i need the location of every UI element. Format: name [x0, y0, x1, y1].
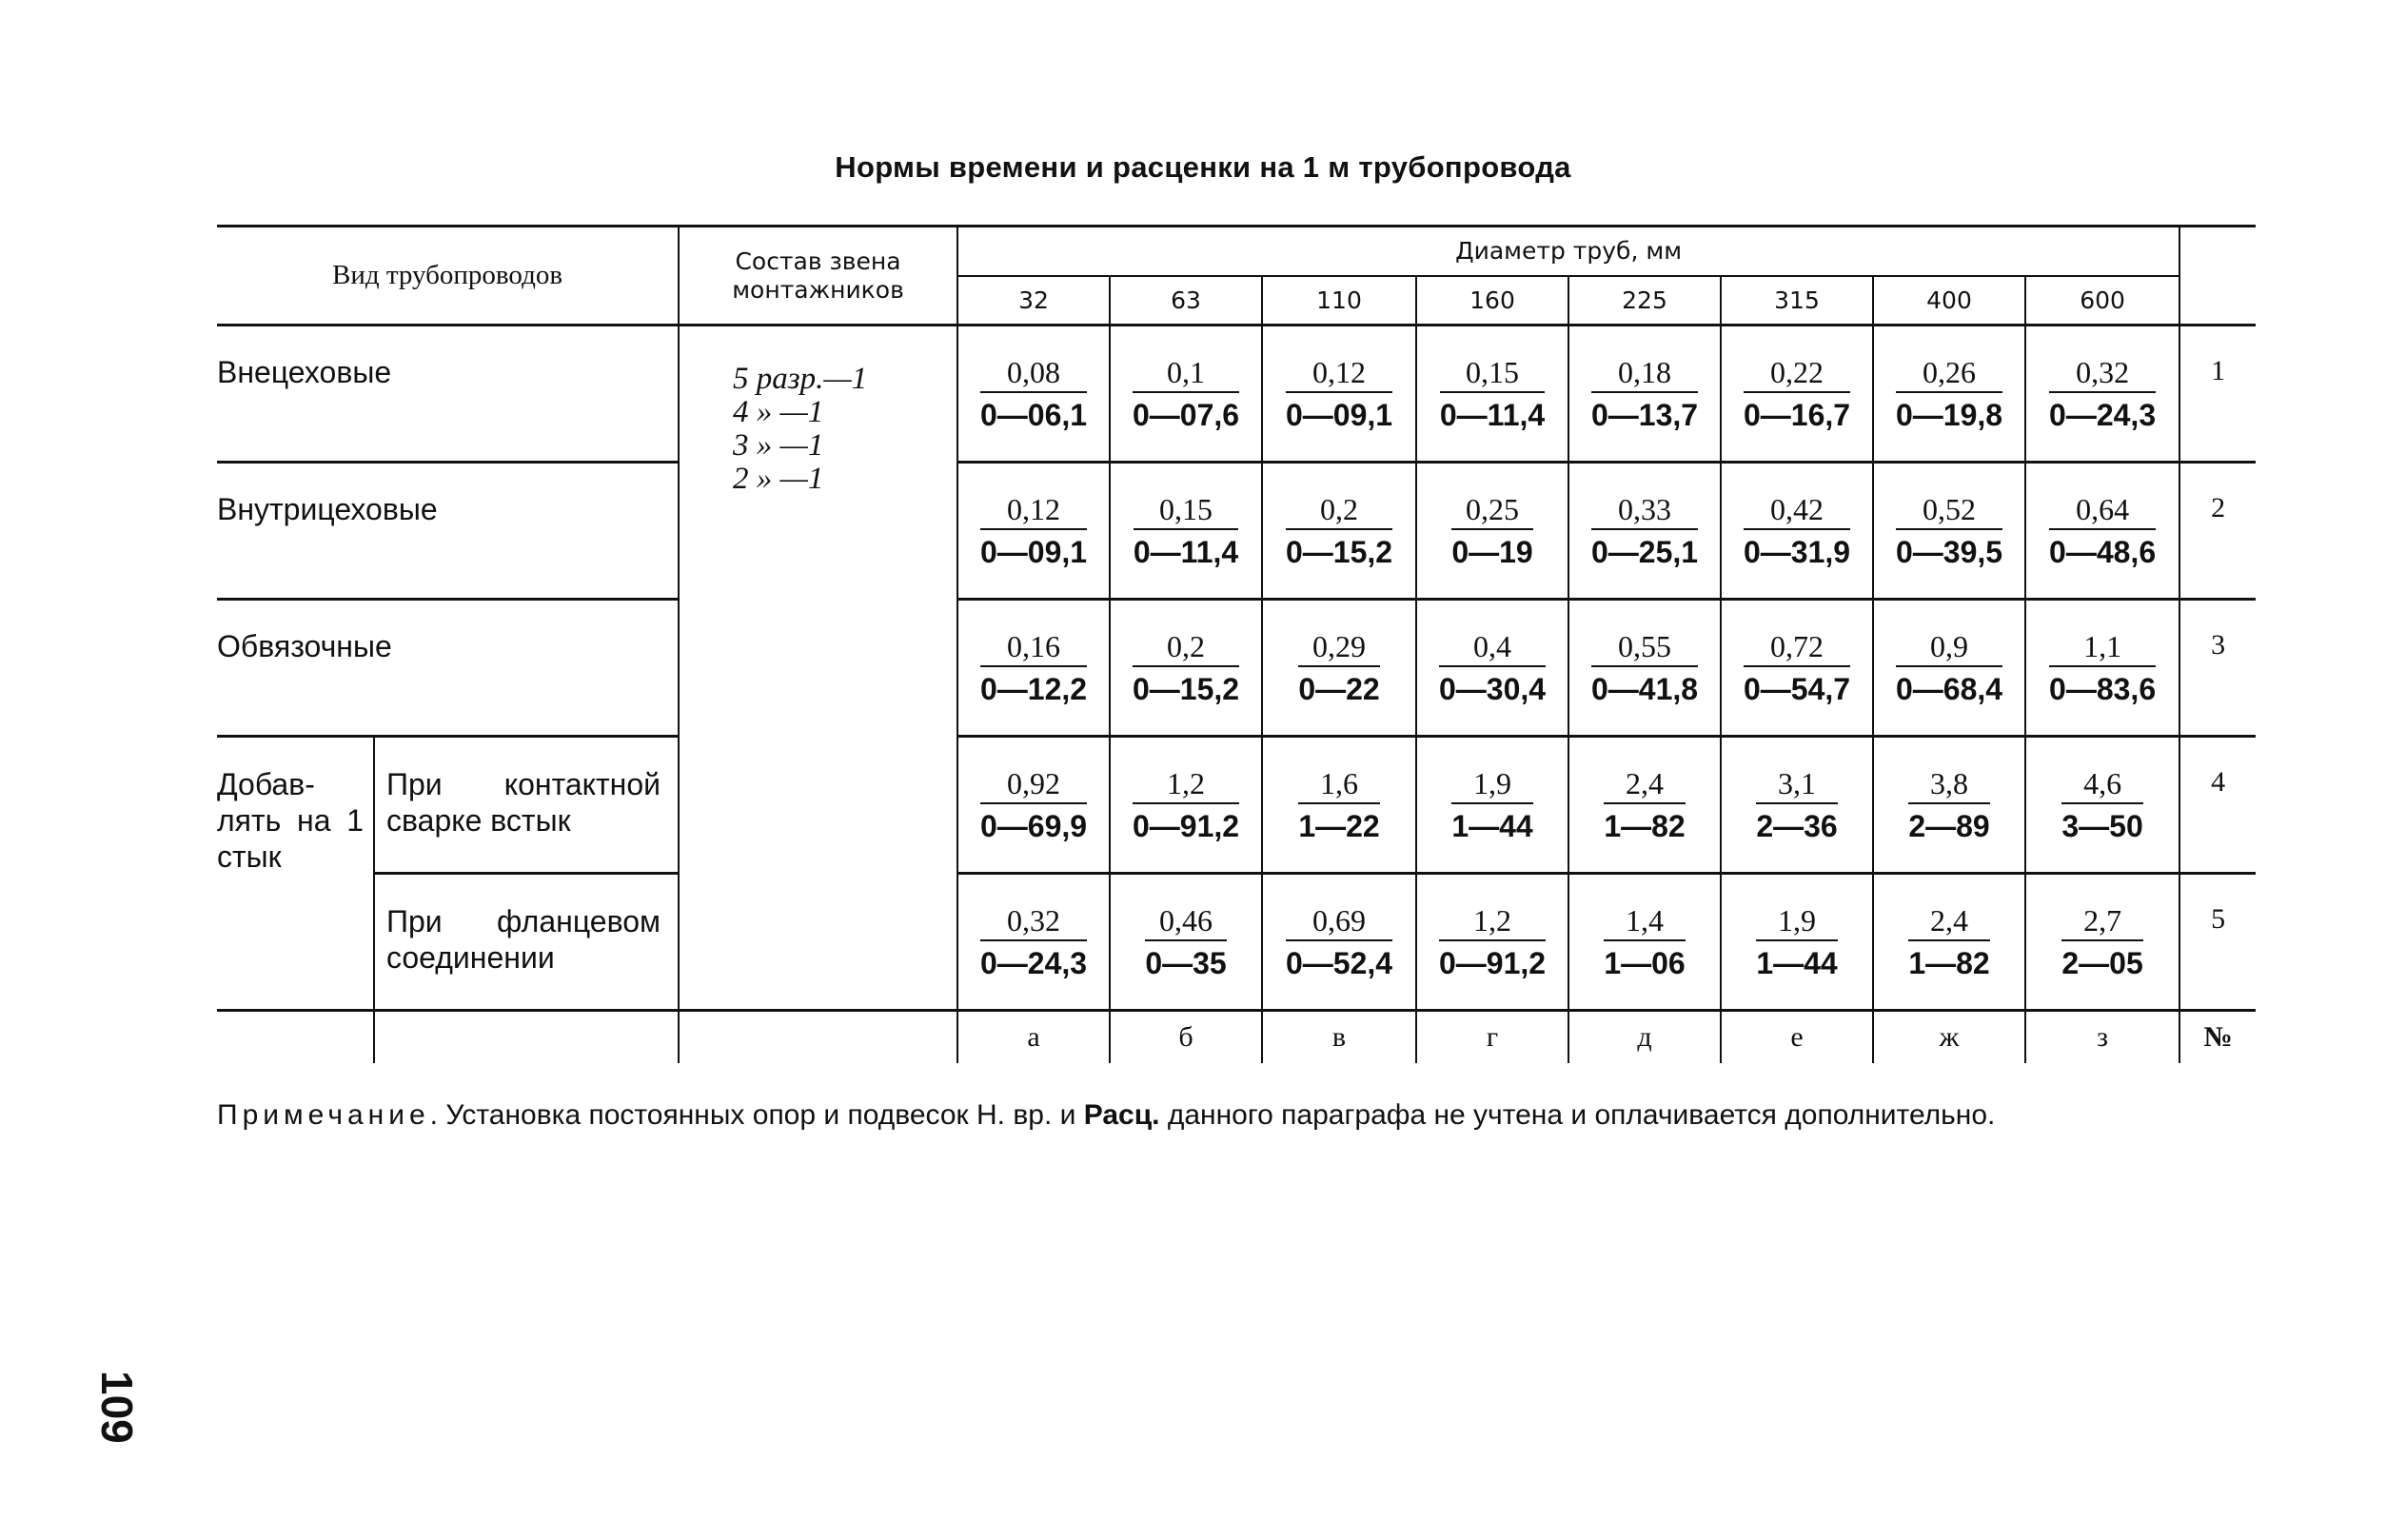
row-label: Обвязочные: [217, 600, 679, 737]
time-norm: 0,64: [2049, 492, 2156, 530]
rate-fraction: [1286, 355, 1392, 433]
price-rate: 0—52,4: [1285, 946, 1393, 980]
rate-fraction: [1896, 355, 2002, 433]
rate-cell: [2025, 874, 2179, 1011]
rate-fraction: [1604, 903, 1685, 981]
footer-blank: [217, 1011, 374, 1064]
table-row: [217, 737, 2256, 874]
time-norm: 0,9: [1896, 629, 2002, 667]
rate-fraction: [1133, 766, 1239, 844]
rate-cell: [1110, 737, 1262, 874]
price-rate: 0—15,2: [1132, 672, 1240, 706]
rate-cell: [1416, 874, 1568, 1011]
time-norm: 1,9: [1756, 903, 1837, 941]
add-per-joint-label: Добав-лять на 1 стык: [217, 737, 374, 1011]
price-rate: 0—91,2: [1132, 809, 1240, 843]
time-norm: 2,4: [1908, 903, 1989, 941]
rate-fraction: [1756, 903, 1837, 981]
price-rate: 0—15,2: [1285, 535, 1393, 569]
rate-fraction: [1134, 492, 1238, 570]
diameter-cell: 315: [1721, 276, 1873, 326]
price-rate: 1—82: [1908, 946, 1990, 980]
rate-cell: [1721, 463, 1873, 600]
time-norm: 0,2: [1133, 629, 1239, 667]
note-text: . Установка постоянных опор и подвесок Н. вр. и: [429, 1099, 1084, 1131]
time-norm: 0,52: [1896, 492, 2002, 530]
rate-cell: [1873, 463, 2025, 600]
rate-fraction: [980, 766, 1087, 844]
rate-cell: [1721, 874, 1873, 1011]
rate-cell: [1568, 326, 1721, 463]
rate-fraction: [2061, 766, 2142, 844]
time-norm: 0,4: [1439, 629, 1546, 667]
note-bold: Расц.: [1083, 1099, 1160, 1131]
rate-fraction: [1896, 492, 2002, 570]
rate-fraction: [1604, 766, 1685, 844]
price-rate: 0—09,1: [1285, 398, 1393, 432]
norms-table: [217, 225, 2256, 1063]
rate-cell: [1568, 600, 1721, 737]
price-rate: 1—06: [1604, 946, 1686, 980]
rate-fraction: [1744, 355, 1850, 433]
rate-fraction: [1439, 903, 1546, 981]
rate-fraction: [2049, 492, 2156, 570]
rate-cell: [1110, 600, 1262, 737]
time-norm: 0,12: [1286, 355, 1392, 393]
time-norm: 0,15: [1134, 492, 1238, 530]
price-rate: 0—68,4: [1895, 672, 2003, 706]
time-norm: 0,08: [980, 355, 1087, 393]
price-rate: 2—05: [2061, 946, 2143, 980]
row-number: 4: [2179, 737, 2256, 874]
rate-fraction: [980, 629, 1087, 707]
rate-cell: [1262, 600, 1416, 737]
rate-fraction: [980, 492, 1087, 570]
row-label: Внецеховые: [217, 326, 679, 463]
price-rate: 0—19: [1451, 535, 1533, 569]
rate-fraction: [1591, 492, 1698, 570]
footer-blank: [679, 1011, 957, 1064]
header-blank: [2179, 227, 2256, 326]
footer-letter: в: [1262, 1011, 1416, 1064]
price-rate: 1—44: [1451, 809, 1533, 843]
price-rate: 0—69,9: [979, 809, 1088, 843]
time-norm: 2,4: [1604, 766, 1685, 804]
rate-cell: [1568, 463, 1721, 600]
price-rate: 0—54,7: [1743, 672, 1851, 706]
row-label: При контактной сварке встык: [374, 737, 679, 874]
footer-letter: б: [1110, 1011, 1262, 1064]
time-norm: 0,25: [1451, 492, 1532, 530]
time-norm: 0,32: [2049, 355, 2156, 393]
rate-cell: [1262, 874, 1416, 1011]
time-norm: 0,42: [1744, 492, 1850, 530]
diameter-cell: 600: [2025, 276, 2179, 326]
rate-cell: [1568, 737, 1721, 874]
price-rate: 0—06,1: [979, 398, 1088, 432]
rate-fraction: [1896, 629, 2002, 707]
time-norm: 1,2: [1439, 903, 1546, 941]
rate-fraction: [1908, 903, 1989, 981]
time-norm: 0,32: [980, 903, 1087, 941]
header-sostav: Состав звена монтажников: [679, 227, 957, 326]
rate-cell: [1110, 326, 1262, 463]
rate-fraction: [1133, 629, 1239, 707]
rate-fraction: [980, 355, 1087, 433]
price-rate: 0—91,2: [1438, 946, 1547, 980]
row-label: При фланцевом соединении: [374, 874, 679, 1011]
rate-cell: [957, 463, 1110, 600]
time-norm: 0,92: [980, 766, 1087, 804]
row-number: 5: [2211, 903, 2226, 935]
rate-fraction: [2049, 629, 2156, 707]
rate-fraction: [1298, 629, 1379, 707]
price-rate: 0—13,7: [1590, 398, 1699, 432]
rate-cell: [1262, 326, 1416, 463]
diameter-cell: 63: [1110, 276, 1262, 326]
time-norm: 0,33: [1591, 492, 1698, 530]
diameter-cell: 110: [1262, 276, 1416, 326]
rate-fraction: [1286, 903, 1392, 981]
price-rate: 0—31,9: [1743, 535, 1851, 569]
header-vid: Вид трубопроводов: [217, 227, 679, 326]
footer-letter: д: [1568, 1011, 1721, 1064]
price-rate: 0—22: [1298, 672, 1380, 706]
footer-row: [217, 1011, 2256, 1064]
rate-cell: [957, 737, 1110, 874]
time-norm: 0,69: [1286, 903, 1392, 941]
price-rate: 0—35: [1145, 946, 1227, 980]
footer-letter: ж: [1873, 1011, 2025, 1064]
time-norm: 0,15: [1440, 355, 1545, 393]
note: [217, 1096, 2256, 1135]
time-norm: 1,4: [1604, 903, 1685, 941]
page-number: 109: [92, 1371, 142, 1444]
rate-fraction: [980, 903, 1087, 981]
rate-cell: [1416, 737, 1568, 874]
rate-cell: [1416, 326, 1568, 463]
time-norm: 3,8: [1908, 766, 1989, 804]
time-norm: 0,18: [1591, 355, 1698, 393]
crew-line: 5 разр.—1: [733, 362, 868, 396]
price-rate: 2—36: [1756, 809, 1838, 843]
rate-cell: [2025, 326, 2179, 463]
time-norm: 0,26: [1896, 355, 2002, 393]
time-norm: 4,6: [2061, 766, 2142, 804]
rate-fraction: [1440, 355, 1545, 433]
time-norm: 0,22: [1744, 355, 1850, 393]
rate-cell: [1416, 463, 1568, 600]
price-rate: 0—11,4: [1439, 398, 1546, 432]
time-norm: 0,12: [980, 492, 1087, 530]
row-number: 1: [2179, 326, 2256, 463]
rate-cell: [1568, 874, 1721, 1011]
price-rate: 3—50: [2061, 809, 2143, 843]
time-norm: 0,1: [1133, 355, 1239, 393]
footer-no: №: [2179, 1011, 2256, 1064]
time-norm: 0,29: [1298, 629, 1379, 667]
rate-cell: [1110, 463, 1262, 600]
price-rate: 1—22: [1298, 809, 1380, 843]
price-rate: 0—48,6: [2049, 535, 2157, 569]
rate-fraction: [1744, 492, 1850, 570]
table-row: [217, 600, 2256, 737]
footer-letter: з: [2025, 1011, 2179, 1064]
price-rate: 0—07,6: [1132, 398, 1240, 432]
table-title: Нормы времени и расценки на 1 м трубопровода: [835, 150, 1571, 184]
rate-cell: [1873, 326, 2025, 463]
row-number: 2: [2179, 463, 2256, 600]
rate-fraction: [1439, 629, 1546, 707]
rate-fraction: [1298, 766, 1379, 844]
rate-fraction: [2049, 355, 2156, 433]
price-rate: 1—44: [1756, 946, 1838, 980]
price-rate: 0—12,2: [979, 672, 1088, 706]
note-text: данного параграфа не учтена и оплачивается дополнительно.: [1159, 1099, 1996, 1131]
rate-fraction: [1145, 903, 1226, 981]
header-diameter: Диаметр труб, мм: [957, 227, 2179, 276]
price-rate: 0—09,1: [979, 535, 1088, 569]
footer-letter: а: [957, 1011, 1110, 1064]
footer-letter: г: [1416, 1011, 1568, 1064]
price-rate: 0—83,6: [2049, 672, 2157, 706]
price-rate: 0—25,1: [1590, 535, 1699, 569]
time-norm: 2,7: [2061, 903, 2142, 941]
crew-line: 2 » —1: [733, 462, 824, 496]
diameter-cell: 225: [1568, 276, 1721, 326]
row-number: 3: [2179, 600, 2256, 737]
price-rate: 1—82: [1604, 809, 1686, 843]
time-norm: 0,2: [1286, 492, 1392, 530]
rate-fraction: [1286, 492, 1392, 570]
time-norm: 0,16: [980, 629, 1087, 667]
rate-cell: [1416, 600, 1568, 737]
footer-letter: е: [1721, 1011, 1873, 1064]
table-row: [217, 326, 2256, 463]
time-norm: 3,1: [1756, 766, 1837, 804]
rate-fraction: [1591, 629, 1698, 707]
rate-cell: [1873, 874, 2025, 1011]
rate-cell: [1721, 326, 1873, 463]
footer-blank: [374, 1011, 679, 1064]
time-norm: 1,1: [2049, 629, 2156, 667]
crew-line: 4 » —1: [733, 395, 824, 429]
price-rate: 0—16,7: [1743, 398, 1851, 432]
price-rate: 0—41,8: [1590, 672, 1699, 706]
diameter-cell: 32: [957, 276, 1110, 326]
rate-cell: [1262, 463, 1416, 600]
time-norm: 1,2: [1133, 766, 1239, 804]
row-label: Внутрицеховые: [217, 463, 679, 600]
price-rate: 0—24,3: [2049, 398, 2157, 432]
price-rate: 0—19,8: [1895, 398, 2003, 432]
rate-cell: [1262, 737, 1416, 874]
crew-composition: [679, 326, 957, 1011]
time-norm: 0,55: [1591, 629, 1698, 667]
price-rate: 0—39,5: [1895, 535, 2003, 569]
rate-cell: [1721, 600, 1873, 737]
table-row: [217, 463, 2256, 600]
note-lead: Примечание: [217, 1099, 430, 1131]
rate-cell: [957, 874, 1110, 1011]
rate-cell: [2025, 463, 2179, 600]
crew-line: 3 » —1: [733, 428, 824, 463]
time-norm: 1,6: [1298, 766, 1379, 804]
diameter-cell: 400: [1873, 276, 2025, 326]
time-norm: 1,9: [1451, 766, 1532, 804]
rate-fraction: [1591, 355, 1698, 433]
rate-fraction: [2061, 903, 2142, 981]
rate-cell: [1873, 737, 2025, 874]
table-row: [217, 874, 2256, 1011]
rate-fraction: [1908, 766, 1989, 844]
time-norm: 0,72: [1744, 629, 1850, 667]
time-norm: 0,46: [1145, 903, 1226, 941]
rate-cell: [2025, 737, 2179, 874]
price-rate: 0—24,3: [979, 946, 1088, 980]
price-rate: 0—11,4: [1133, 535, 1239, 569]
diameter-cell: 160: [1416, 276, 1568, 326]
rate-cell: [1873, 600, 2025, 737]
rate-cell: [1110, 874, 1262, 1011]
price-rate: 0—30,4: [1438, 672, 1547, 706]
rate-fraction: [1451, 492, 1532, 570]
price-rate: 2—89: [1908, 809, 1990, 843]
rate-fraction: [1133, 355, 1239, 433]
rate-cell: [1721, 737, 1873, 874]
rate-fraction: [1744, 629, 1850, 707]
rate-fraction: [1451, 766, 1532, 844]
rate-cell: [2025, 600, 2179, 737]
rate-fraction: [1756, 766, 1837, 844]
rate-cell: [957, 600, 1110, 737]
rate-cell: [957, 326, 1110, 463]
